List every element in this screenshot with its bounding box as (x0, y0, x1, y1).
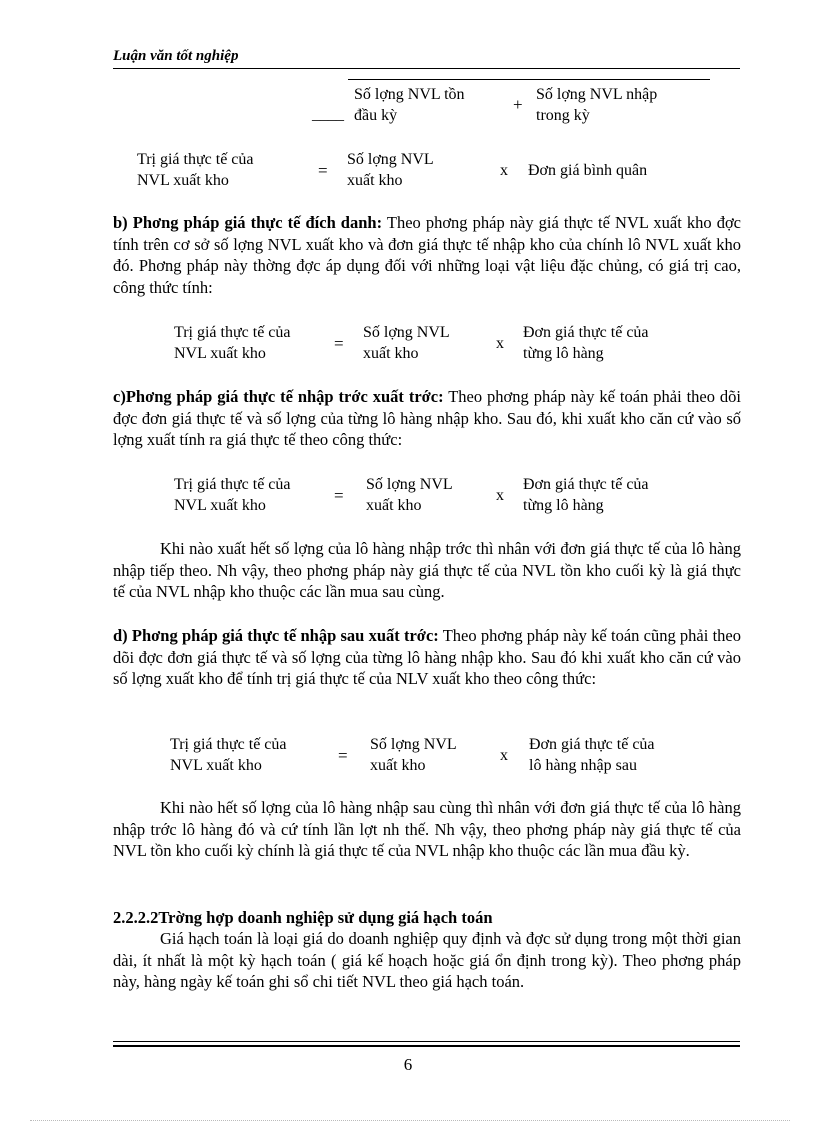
formula-top-num-left-1: Số lợng NVL tồn (354, 86, 465, 103)
page-edge-dotted-line (30, 1120, 790, 1121)
formula-b-mid-1: Số lợng NVL (363, 324, 450, 341)
formula-avg-mid-2: xuất kho (347, 172, 403, 189)
section-d-heading: d) Phơng pháp giá thực tế nhập sau xuất trớc: (113, 626, 439, 645)
footer-rule-top (113, 1041, 740, 1042)
formula-c-rhs-1: Đơn giá thực tế của (523, 476, 649, 493)
formula-d-rhs-1: Đơn giá thực tế của (529, 736, 655, 753)
section-b-paragraph (113, 212, 741, 298)
formula-c-lhs-1: Trị giá thực tế của (174, 476, 291, 493)
section-b-heading: b) Phơng pháp giá thực tế đích danh: (113, 213, 383, 232)
times-sign: x (496, 487, 504, 504)
formula-d-lhs-2: NVL xuất kho (170, 757, 262, 774)
formula-b-rhs-2: từng lô hàng (523, 345, 604, 362)
section-d-text: Theo phơng pháp này kế toán cũng phải theo dõi đợc đơn giá thực tế và số lợng của từng lô hàng nhập kho. Sau đó khi xuất kho căn cứ vào số lợng xuất kho để tính trị giá thực tế của NLV xuất kho theo công thức: (113, 626, 741, 688)
formula-d-mid-2: xuất kho (370, 757, 426, 774)
times-sign: x (496, 335, 504, 352)
fraction-bar (348, 79, 710, 80)
formula-top-num-left-2: đầu kỳ (354, 107, 398, 124)
section-c-text: Theo phơng pháp này kế toán phải theo dõi đợc đơn giá thực tế và số lợng của từng lô hàng nhập kho. Sau đó, khi xuất kho căn cứ vào số lợng xuất tính ra giá thực tế theo công thức: (113, 387, 741, 449)
section-d-paragraph (113, 625, 741, 690)
section-b-text: Theo phơng pháp này giá thực tế NVL xuất kho đợc tính trên cơ sở số lợng NVL xuất kho và đơn giá thực tế nhập kho của chính lô NVL xuất kho đó. Phơng pháp này thờng đợc áp dụng đối với những loại vật liệu đặc chủng, có giá trị cao, công thức tính: (113, 213, 741, 297)
equals-sign: = (318, 161, 328, 180)
running-header: Luận văn tốt nghiệp (113, 48, 239, 64)
formula-b-rhs-1: Đơn giá thực tế của (523, 324, 649, 341)
times-sign: x (500, 162, 508, 179)
section-c-paragraph (113, 386, 741, 451)
section-2222-heading: 2.2.2.2Trờng hợp doanh nghiệp sử dụng giá hạch toán (113, 908, 493, 927)
formula-avg-lhs-1: Trị giá thực tế của (137, 151, 254, 168)
formula-top-num-right-2: trong kỳ (536, 107, 590, 124)
formula-b-lhs-2: NVL xuất kho (174, 345, 266, 362)
formula-d-rhs-2: lô hàng nhập sau (529, 757, 637, 774)
equals-sign: = (338, 746, 348, 765)
fraction-rule-mark: ____ (312, 106, 344, 123)
page-number: 6 (403, 1055, 413, 1074)
section-2222-paragraph: Giá hạch toán là loại giá do doanh nghiệp quy định và đợc sử dụng trong một thời gian dài, ít nhất là một kỳ hạch toán ( giá kế hoạch hoặc giá ổn định trong kỳ). Theo phơng pháp này, hàng ngày kế toán ghi sổ chi tiết NVL theo giá hạch toán. (113, 929, 741, 991)
formula-avg-mid-1: Số lợng NVL (347, 151, 434, 168)
formula-top-num-right-1: Số lợng NVL nhập (536, 86, 658, 103)
formula-b-mid-2: xuất kho (363, 345, 419, 362)
section-c-heading: c)Phơng pháp giá thực tế nhập trớc xuất trớc: (113, 387, 444, 406)
plus-sign: + (513, 95, 523, 114)
header-rule (113, 68, 740, 69)
footer-rule-bottom (113, 1045, 740, 1047)
formula-d-lhs-1: Trị giá thực tế của (170, 736, 287, 753)
formula-avg-lhs-2: NVL xuất kho (137, 172, 229, 189)
formula-c-mid-2: xuất kho (366, 497, 422, 514)
times-sign: x (500, 747, 508, 764)
formula-b-lhs-1: Trị giá thực tế của (174, 324, 291, 341)
formula-c-lhs-2: NVL xuất kho (174, 497, 266, 514)
formula-avg-rhs: Đơn giá bình quân (528, 162, 648, 179)
equals-sign: = (334, 334, 344, 353)
equals-sign: = (334, 486, 344, 505)
section-c-paragraph-2: Khi nào xuất hết số lợng của lô hàng nhập trớc thì nhân với đơn giá thực tế của lô hàng nhập tiếp theo. Nh vậy, theo phơng pháp này giá thực tế của NVL tồn kho cuối kỳ là giá thực tế của NVL nhập kho thuộc các lần mua sau cùng. (113, 539, 741, 601)
section-d-paragraph-2: Khi nào hết số lợng của lô hàng nhập sau cùng thì nhân với đơn giá thực tế của lô hàng nhập trớc lô hàng đó và cứ tính lần lợt nh thế. Nh vậy, theo phơng pháp này giá thực tế của NVL tồn kho cuối kỳ chính là giá thực tế của NVL nhập kho thuộc các lần mua đầu kỳ. (113, 798, 741, 860)
formula-c-mid-1: Số lợng NVL (366, 476, 453, 493)
formula-d-mid-1: Số lợng NVL (370, 736, 457, 753)
formula-c-rhs-2: từng lô hàng (523, 497, 604, 514)
